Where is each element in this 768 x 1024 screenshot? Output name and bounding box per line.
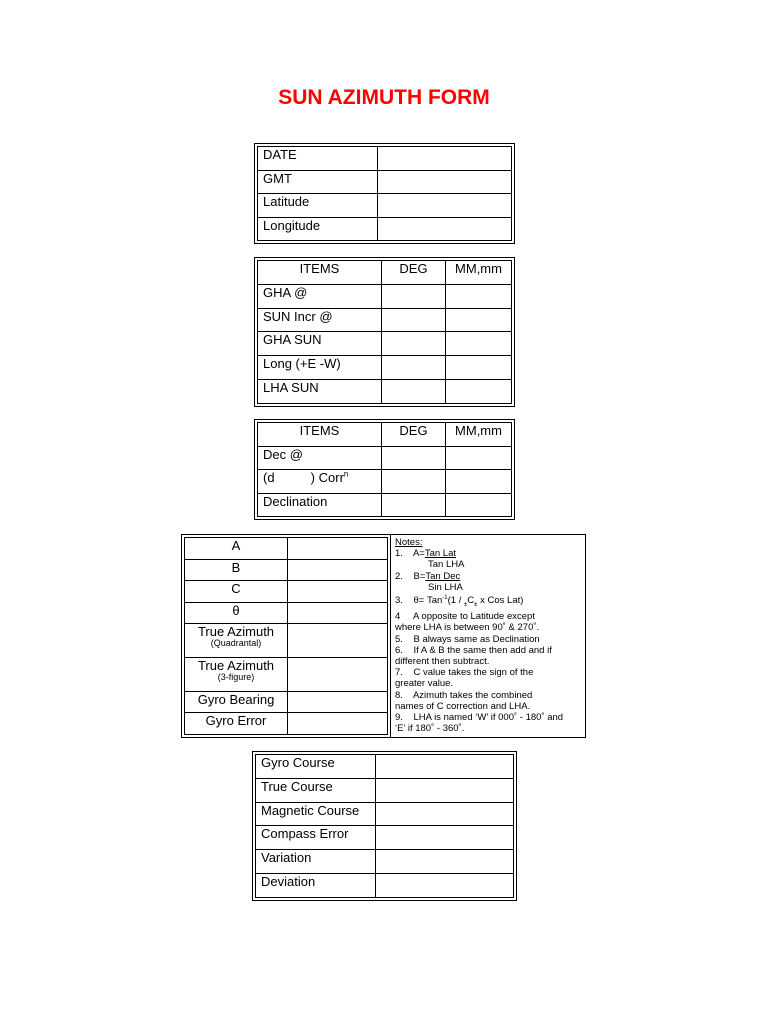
longitude-field[interactable] [378,217,512,241]
note-9: 9. LHA is named ‘W’ if 000˚ - 180˚ and [395,712,564,724]
note-3: 3. $\theta= Tan^{-1}(1 / _\pm C_\pm$ x Cos Lat) [395,595,524,609]
gha-sun-label: GHA SUN [258,332,382,356]
dec-mm-field[interactable] [446,446,512,470]
azimuth-table [181,534,391,738]
gha-label: GHA @ [258,284,382,308]
c-label: C [185,581,288,603]
a-label: A [185,538,288,560]
true-azimuth-quadrantal-label [185,624,288,658]
declination-table [254,419,515,520]
sun-incr-label: SUN Incr @ [258,308,382,332]
note-7b: greater value. [395,678,454,690]
lha-sun-deg-field[interactable] [382,380,446,404]
gyro-course-label: Gyro Course [256,755,376,779]
note-4: 4 A opposite to Latitude except [395,611,535,623]
items-header: ITEMS [258,423,382,447]
items-header: ITEMS [258,261,382,285]
note-6b: different then subtract. [395,656,490,668]
corr-deg-field[interactable] [382,470,446,494]
gha-sun-mm-field[interactable] [446,332,512,356]
sun-incr-deg-field[interactable] [382,308,446,332]
note-1-denominator: Tan LHA [428,559,465,571]
date-label: DATE [258,147,378,171]
gyro-error-label: Gyro Error [185,713,288,735]
b-field[interactable] [288,559,388,581]
notes-heading: Notes: [395,537,423,548]
gyro-error-field[interactable] [288,713,388,735]
compass-error-label: Compass Error [256,826,376,850]
variation-label: Variation [256,850,376,874]
gha-mm-field[interactable] [446,284,512,308]
note-6: 6. If A & B the same then add and if [395,644,552,656]
true-course-field[interactable] [376,778,514,802]
true-azimuth-text: True Azimuth [197,624,275,640]
mm-header: MM,mm [446,261,512,285]
deviation-label: Deviation [256,874,376,898]
note-8b: names of C correction and LHA. [395,700,531,712]
notes [395,537,581,735]
dec-deg-field[interactable] [382,446,446,470]
true-azimuth-quadrantal-field[interactable] [288,624,388,658]
lha-sun-label: LHA SUN [258,380,382,404]
true-azimuth-text: True Azimuth [197,658,275,674]
course-table [252,751,517,901]
true-azimuth-3figure-field[interactable] [288,658,388,692]
note-1: 1. A=Tan Lat [395,548,457,560]
latitude-label: Latitude [258,194,378,218]
note-2: 2. B=Tan Dec [395,570,461,582]
deviation-field[interactable] [376,874,514,898]
corr-text: (d ) Corr [263,470,344,485]
note-4b: where LHA is between 90˚ & 270˚. [395,622,540,634]
gyro-course-field[interactable] [376,755,514,779]
date-field[interactable] [378,147,512,171]
gyro-bearing-field[interactable] [288,691,388,713]
theta-label: θ [185,602,288,624]
gha-table [254,257,515,407]
note-7: 7. C value takes the sign of the [395,667,534,679]
date-position-table [254,143,515,244]
long-deg-field[interactable] [382,356,446,380]
true-azimuth-3figure-label [185,658,288,692]
declination-deg-field[interactable] [382,493,446,517]
true-course-label: True Course [256,778,376,802]
corr-mm-field[interactable] [446,470,512,494]
gyro-bearing-label: Gyro Bearing [185,691,288,713]
theta-field[interactable] [288,602,388,624]
gmt-field[interactable] [378,170,512,194]
compass-error-field[interactable] [376,826,514,850]
magnetic-course-field[interactable] [376,802,514,826]
c-field[interactable] [288,581,388,603]
long-label: Long (+E -W) [258,356,382,380]
note-5: 5. B always same as Declination [395,633,540,645]
page-title: SUN AZIMUTH FORM [278,86,490,109]
lha-sun-mm-field[interactable] [446,380,512,404]
deg-header: DEG [382,423,446,447]
declination-mm-field[interactable] [446,493,512,517]
deg-header: DEG [382,261,446,285]
three-figure-sub: (3-figure) [217,672,255,683]
gha-deg-field[interactable] [382,284,446,308]
longitude-label: Longitude [258,217,378,241]
corr-label [258,470,382,494]
a-field[interactable] [288,538,388,560]
b-label: B [185,559,288,581]
quadrantal-sub: (Quadrantal) [210,638,262,649]
long-mm-field[interactable] [446,356,512,380]
gmt-label: GMT [258,170,378,194]
variation-field[interactable] [376,850,514,874]
gha-sun-deg-field[interactable] [382,332,446,356]
mm-header: MM,mm [446,423,512,447]
note-8: 8. Azimuth takes the combined [395,689,533,701]
declination-label: Declination [258,493,382,517]
dec-label: Dec @ [258,446,382,470]
magnetic-course-label: Magnetic Course [256,802,376,826]
latitude-field[interactable] [378,194,512,218]
sun-incr-mm-field[interactable] [446,308,512,332]
corr-superscript: n [343,469,349,479]
note-9b: ‘E’ if 180˚ - 360˚. [395,723,465,735]
note-2-denominator: Sin LHA [428,581,463,593]
